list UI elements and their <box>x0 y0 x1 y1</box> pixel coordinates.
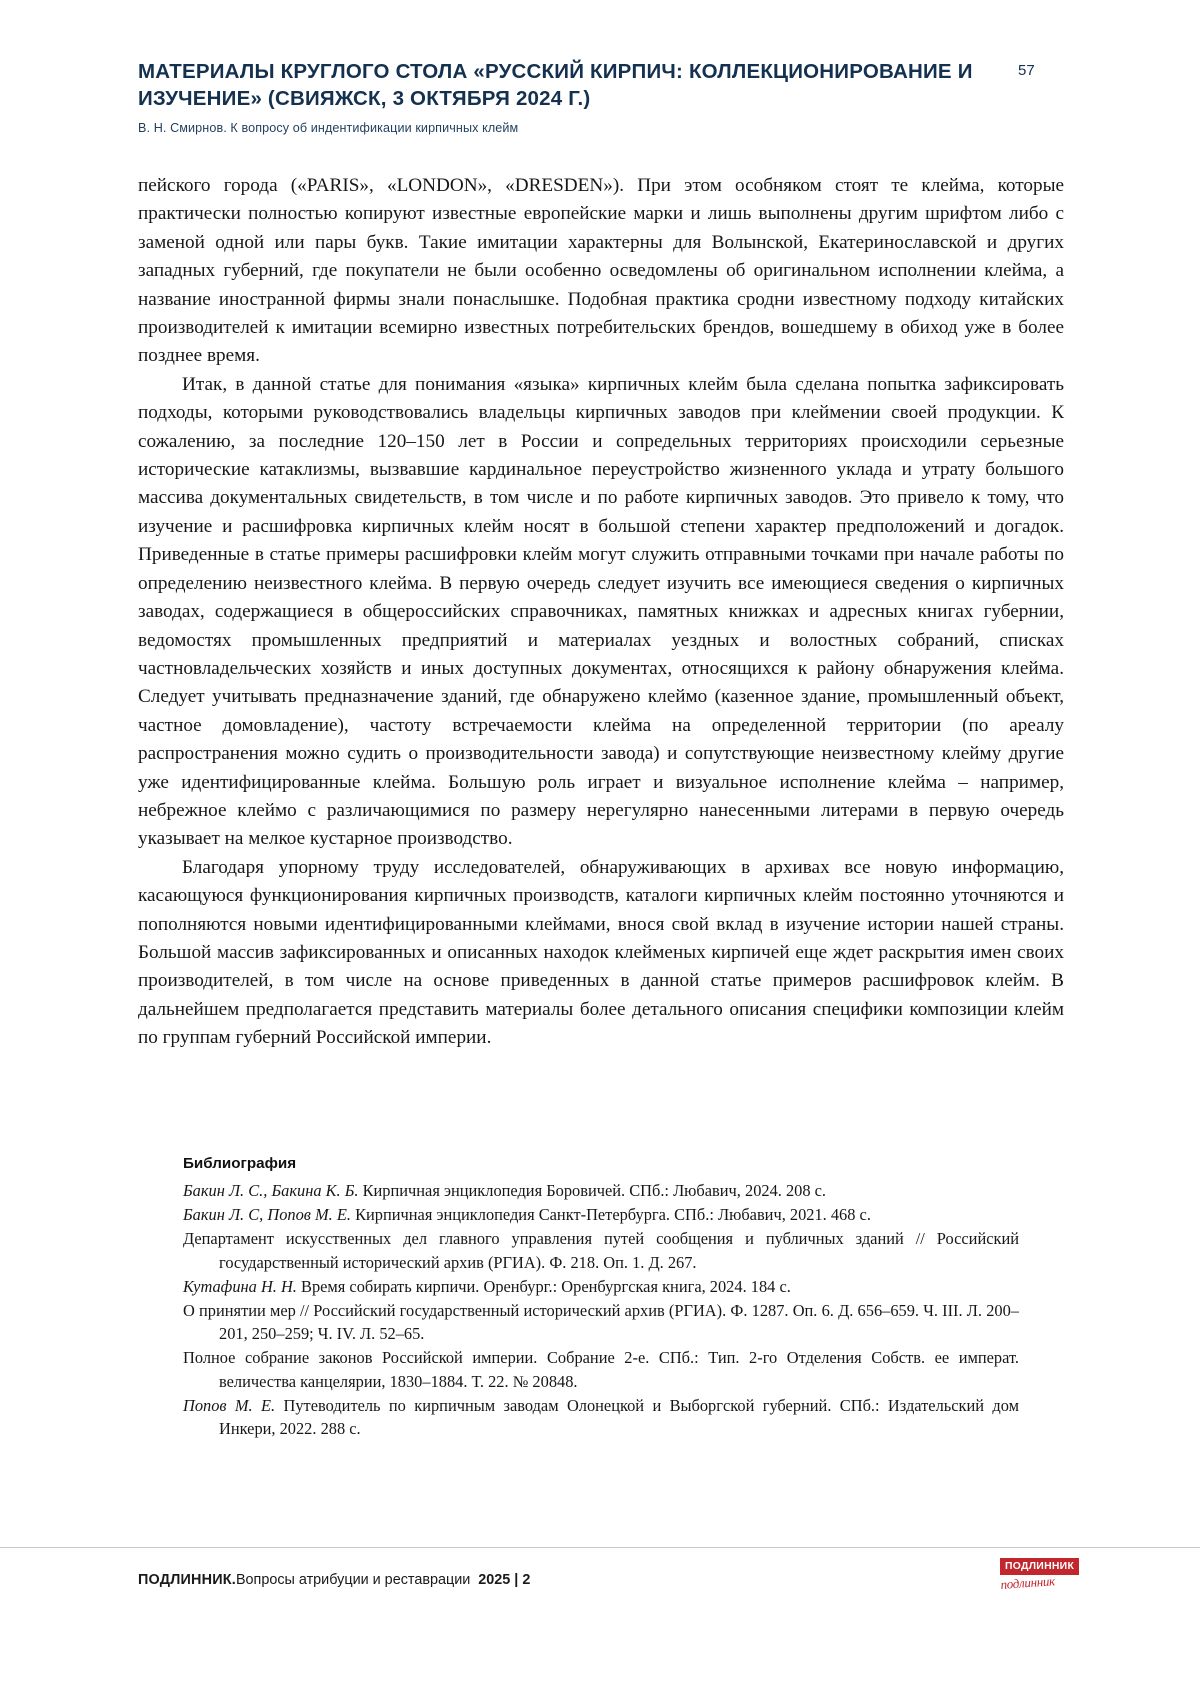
footer-journal: Вопросы атрибуции и реставрации <box>235 1572 471 1588</box>
paragraph: Благодаря упорному труду исследователей, обнаруживающих в архивах все новую информацию, касающуюся функционирования кирпичных производств, каталоги кирпичных клейм постоянно уточняются и пополняются новыми идентифицированными клеймами, внося свой вклад в изучение истории нашей страны. Большой массив зафиксированных и описанных находок клейменых кирпичей еще ждет раскрытия имен своих производителей, в том числе на основе приведенных в данной статье примеров расшифровок клейм. В дальнейшем предполагается представить материалы более детального описания специфики композиции клейм по группам губерний Российской империи. <box>138 856 1064 1049</box>
bibliography-item <box>183 1227 1019 1273</box>
bibliography-list <box>183 1179 1019 1440</box>
bibliography-title: Библиография <box>183 1155 297 1172</box>
bibliography-item-author: Попов М. Е. <box>183 1395 276 1415</box>
bibliography-item <box>183 1275 1019 1298</box>
publisher-logo <box>1000 1556 1075 1608</box>
bibliography-item-author: Кутафина Н. Н. <box>183 1276 297 1296</box>
bibliography-item-text: Полное собрание законов Российской империи. Собрание 2-е. СПб.: Тип. 2-го Отделения Собств. ее императ. величества канцелярии, 1830–1884. Т. 22. № 20848. <box>183 1348 1019 1391</box>
bibliography-item-author: Бакин Л. С., Бакина К. Б. <box>183 1181 359 1200</box>
bibliography-item-text: Кирпичная энциклопедия Санкт-Петербурга. СПб.: Любавич, 2021. 468 с. <box>350 1205 871 1225</box>
logo-wordmark: ПОДЛИННИК <box>1000 1558 1079 1575</box>
paragraph: Итак, в данной статье для понимания «языка» кирпичных клейм была сделана попытка зафиксировать подходы, которыми руководствовались владельцы кирпичных заводов при клеймении своей продукции. К сожалению, за последние 120–150 лет в России и сопредельных территориях происходили серьезные исторические катаклизмы, вызвавшие кардинальное переустройство жизненного уклада и утрату большого массива документальных свидетельств, в том числе и по работе кирпичных заводов. Это привело к тому, что изучение и расшифровка кирпичных клейм носят в большой степени характер предположений и догадок. Приведенные в статье примеры расшифровки клейм могут служить отправными точками при начале работы по определению неизвестного клейма. В первую очередь следует изучить все имеющиеся сведения о кирпичных заводах, содержащиеся в общероссийских справочниках, памятных книжках и адресных книгах губернии, ведомостях промышленных предприятий и материалах уездных и волостных собраний, списках частновладельческих хозяйств и иных доступных документах, относящихся к району обнаружения клейма. Следует учитывать предназначение зданий, где обнаружено клеймо (казенное здание, промышленный объект, частное домовладение), частоту встречаемости клейма на определенной территории (по ареалу распространения можно судить о производительности завода) и сопутствующие неизвестному клейму другие уже идентифицированные клейма. Большую роль играет и визуальное исполнение клейма – например, небрежное клеймо с различающимися по размеру нерегулярно нанесенными литерами в первую очередь указывает на мелкое кустарное производство. <box>138 373 1064 850</box>
page-header <box>138 58 1058 135</box>
running-head-title: МАТЕРИАЛЫ КРУГЛОГО СТОЛА «РУССКИЙ КИРПИЧ: КОЛЛЕКЦИОНИРОВАНИЕ И ИЗУЧЕНИЕ» (СВИЯЖСК, 3 ОКТЯБРЯ 2024 Г.) <box>138 60 973 110</box>
bibliography-item <box>183 1179 1019 1202</box>
running-head-subtitle: В. Н. Смирнов. К вопросу об индентификации кирпичных клейм <box>138 121 519 135</box>
bibliography-item <box>183 1299 1019 1345</box>
page-number: 57 <box>1018 62 1035 79</box>
footer-issue: 2025 | 2 <box>478 1572 531 1588</box>
bibliography-item-author: Бакин Л. С, Попов М. Е. <box>183 1205 351 1225</box>
bibliography-item-text: О принятии мер // Российский государственный исторический архив (РГИА). Ф. 1287. Оп. 6. Д. 656–659. Ч. III. Л. 200–201, 250–259; Ч. IV. Л. 52–65. <box>183 1301 1019 1344</box>
bibliography-item-text: Путеводитель по кирпичным заводам Олонецкой и Выборгской губерний. СПб.: Издательский дом Инкери, 2022. 288 с. <box>219 1395 1019 1439</box>
paragraph: пейского города («PARIS», «LONDON», «DRESDEN»). При этом особняком стоят те клейма, которые практически полностью копируют известные европейские марки и лишь выполнены другим шрифтом либо с заменой одной или пары букв. Такие имитации характерны для Волынской, Екатеринославской и других западных губерний, где покупатели не были особенно осведомлены об оригинальном исполнении клейма, а название иностранной фирмы знали понаслышке. Подобная практика сродни известному подходу китайских производителей к имитации всемирно известных потребительских брендов, вошедшему в обиход уже в более позднее время. <box>138 175 1064 367</box>
bibliography-item <box>183 1203 1019 1226</box>
bibliography-section <box>183 1155 1019 1441</box>
bibliography-item-text: Время собирать кирпичи. Оренбург.: Оренбургская книга, 2024. 184 с. <box>296 1276 791 1296</box>
bibliography-item <box>183 1346 1019 1392</box>
bibliography-item <box>183 1394 1019 1440</box>
footer-divider <box>0 1547 1200 1548</box>
bibliography-item-text: Департамент искусственных дел главного управления путей сообщения и публичных зданий // Российский государственный исторический архив (РГИА). Ф. 218. Оп. 1. Д. 267. <box>183 1229 1019 1272</box>
page-footer <box>138 1572 530 1588</box>
footer-brand: ПОДЛИННИК. <box>138 1572 236 1588</box>
bibliography-item-text: Кирпичная энциклопедия Боровичей. СПб.: Любавич, 2024. 208 с. <box>358 1181 827 1200</box>
article-body <box>138 172 1064 1053</box>
logo-signature: подлинник <box>1000 1573 1056 1592</box>
